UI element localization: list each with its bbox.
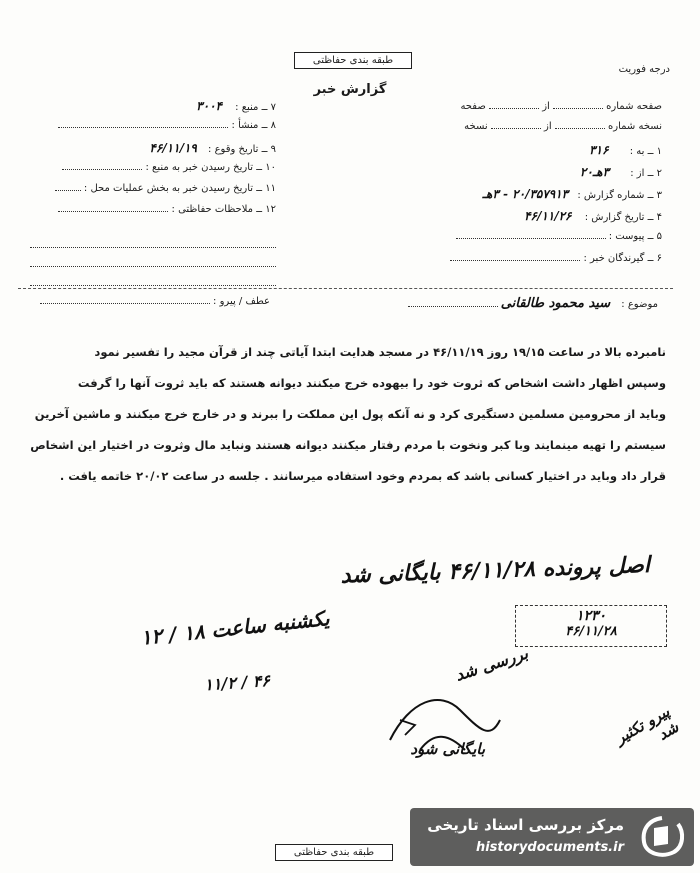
field-value: ۴۶/۱۱/۱۹ (149, 141, 197, 155)
subject-label: موضوع : (621, 299, 658, 310)
field-source (30, 99, 276, 120)
handwritten-note-right: پیرو تکثیر شد (612, 702, 682, 748)
field-recipients (420, 253, 662, 275)
field-value: ۳۰۰۴ (196, 99, 222, 113)
blank-line (30, 229, 276, 248)
field-label: ۴ ــ تاریخ گزارش : (584, 212, 662, 223)
field-news-to-source-date (30, 162, 276, 183)
page-unit: صفحه (460, 101, 486, 112)
watermark-title: مرکز بررسی اسناد تاریخی (427, 816, 624, 834)
field-value: ۲۰/۳۵۷۹۱۳ - ۳هـ (482, 187, 569, 201)
reference-row (30, 296, 270, 307)
classification-bottom: طبقه بندی حفاظتی (275, 844, 393, 861)
watermark-logo-icon (638, 814, 686, 860)
copy-of: از (544, 121, 552, 132)
handwritten-note-left: یکشنبه ساعت ۱۸ / ۱۲ (139, 606, 331, 650)
copy-number-label: نسخه شماره (608, 121, 662, 132)
watermark (410, 808, 694, 866)
handwritten-note-center-2: بایگانی شود (410, 740, 485, 758)
stamp-number: ۱۲۳۰ (575, 608, 607, 624)
header-separator (18, 288, 673, 289)
body-line: نامبرده بالا در ساعت ۱۹/۱۵ روز ۴۶/۱۱/۱۹ در مسجد هدایت ابتدا آیاتی چند از قرآن مجید را تفسیر نمود (94, 345, 666, 359)
field-label: ۷ ــ منبع : (235, 102, 276, 113)
field-to (420, 143, 662, 165)
blank-line (30, 248, 276, 267)
watermark-url: historydocuments.ir (475, 840, 624, 855)
body-line: وسپس اظهار داشت اشخاص که ثروت خود را بیهوده خرج میکنند دیوانه هستند که باید ثروت آنها را گرفت (77, 376, 666, 390)
body-line: سیستم را تهیه مینمایند وبا کبر ونخوت با مردم رفتار میکنند دیوانه هستند ونباید مال وثروت در اختیار این اشخاص (30, 438, 666, 452)
field-report-number (420, 187, 662, 209)
field-label: ۱۰ ــ تاریخ رسیدن خبر به منبع : (145, 162, 276, 173)
subject-row (300, 296, 658, 311)
field-event-date (30, 141, 276, 162)
page-number-row (420, 101, 662, 112)
body-line: قرار داد وباید در اختیار کسانی باشد که بمردم وخود استفاده میرسانند . جلسه در ساعت ۲۰/۰۲ خاتمه یافت . (59, 469, 666, 483)
handwritten-note-center: بررسی شد (452, 643, 531, 685)
blank-line (30, 267, 276, 286)
field-label: ۳ ــ شماره گزارش : (577, 190, 662, 201)
field-label: ۶ ــ گیرندگان خبر : (583, 253, 662, 264)
field-label: ۸ ــ منشأ : (231, 120, 276, 131)
field-label: ۱ ــ به : (629, 146, 662, 157)
urgency-label: درجه فوریت (618, 64, 670, 75)
copy-unit: نسخه (464, 121, 488, 132)
document-title: گزارش خبر (313, 82, 387, 97)
field-from (420, 165, 662, 187)
right-fields (420, 143, 662, 275)
report-body (26, 345, 666, 500)
left-fields (30, 99, 276, 286)
handwritten-filing-note: اصل پرونده ۴۶/۱۱/۲۸ بایگانی شد (340, 551, 651, 589)
field-label: ۵ ــ پیوست : (608, 231, 662, 242)
field-label: ۱۲ ــ ملاحظات حفاظتی : (171, 204, 276, 215)
date-stamp (515, 605, 667, 647)
page-of: از (542, 101, 550, 112)
field-security-notes (30, 204, 276, 225)
page-number-label: صفحه شماره (606, 101, 662, 112)
signature (380, 680, 510, 760)
body-line: وباید از محرومین مسلمین دستگیری کرد و نه آنکه پول این مملکت را ببرند و در خارج خرج میکنند و ماشین آخرین (34, 407, 666, 421)
handwritten-note-left-date: ۱۱/۲ / ۴۶ (203, 670, 271, 695)
field-news-to-ops-date (30, 183, 276, 204)
field-value: ۳هـ۲۰ (579, 165, 610, 179)
field-value: ۳۱۶ (589, 143, 609, 157)
classification-top: طبقه بندی حفاظتی (294, 52, 412, 69)
reference-label: عطف / پیرو : (213, 296, 270, 307)
field-value: ۴۶/۱۱/۲۶ (524, 209, 572, 223)
field-label: ۹ ــ تاریخ وقوع : (208, 144, 276, 155)
field-attachment (420, 231, 662, 253)
field-report-date (420, 209, 662, 231)
field-label: ۲ ــ از : (630, 168, 662, 179)
copy-number-row (420, 121, 662, 132)
stamp-date: ۴۶/۱۱/۲۸ (565, 624, 617, 639)
field-label: ۱۱ ــ تاریخ رسیدن خبر به بخش عملیات محل : (83, 183, 276, 194)
field-origin (30, 120, 276, 141)
subject-value: سید محمود طالقانی (500, 296, 611, 311)
